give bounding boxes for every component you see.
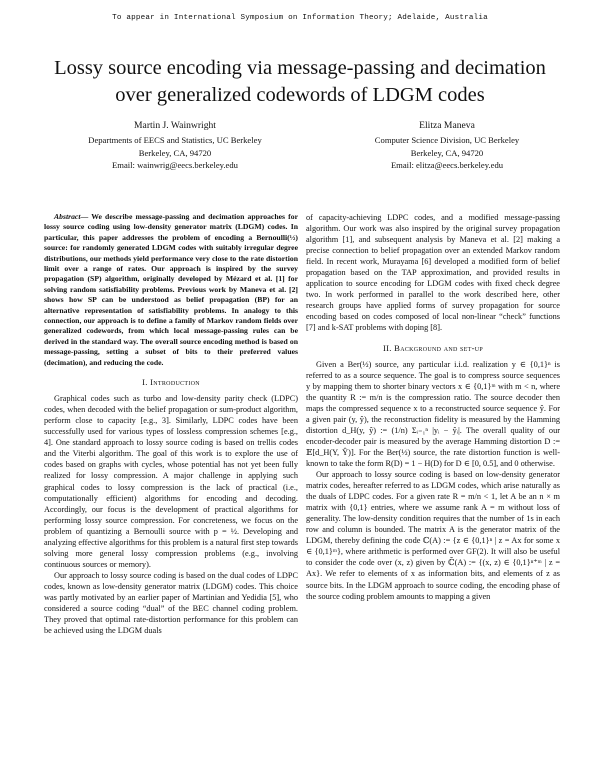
author-email: Email: elitza@eecs.berkeley.edu: [390, 159, 504, 170]
title-line-1: Lossy source encoding via message-passing and decimation: [54, 57, 546, 79]
left-column: [44, 212, 298, 636]
intro-paragraph-2: Our approach to lossy source coding is based on the dual codes of LDPC codes, known as low-density generator matrix (LDGM) codes. This choice was partly motivated by an earlier paper of Martinian and Yedidia [5], who considered a source coding “dual” of the BEC channel coding problem. They proved that optimal rate-distortion performance for this problem can be achieved using the LDGM duals: [44, 570, 298, 636]
author-block: [40, 120, 560, 171]
section-heading-introduction: I. Introduction: [142, 377, 200, 388]
paper-title: [30, 55, 570, 109]
abstract-lead: Abstract: [54, 212, 81, 221]
conference-note: To appear in International Symposium on Information Theory; Adelaide, Australia: [112, 14, 488, 22]
right-column: [306, 212, 560, 602]
author-name: Martin J. Wainwright: [134, 120, 216, 131]
author-location: Berkeley, CA, 94720: [410, 147, 484, 158]
title-line-2: over generalized codewords of LDGM codes: [115, 84, 485, 106]
section-heading-background: II. Background and set-up: [382, 342, 484, 353]
abstract-text: — We describe message-passing and decimation approaches for lossy source coding using low-density generator matrix (LDGM) codes. In particular, this paper addresses the problem of encoding a Bernoulli(½) source: for randomly generated LDGM codes with suitably irregular degree distributions, our methods yield performance very close to the rate distortion limit over a range of rates. Our approach is inspired by the survey propagation (SP) algorithm, originally developed by Mézard et al. [1] for solving random satisfiability problems. Previous work by Maneva et al. [2] shows how SP can be understood as belief propagation (BP) for an alternative representation of satisfiability problems. In analogy to this connection, our approach is to define a family of Markov random fields over generalized codewords, from which local message-passing rules can be derived in the standard way. The overall source encoding method is based on message-passing, setting a subset of bits to their preferred values (decimation), and reducing the code.: [44, 212, 298, 367]
abstract: [44, 212, 298, 368]
author-location: Berkeley, CA, 94720: [138, 147, 212, 158]
intro-paragraph-continued: of capacity-achieving LDPC codes, and a modified message-passing algorithm. Our work was also inspired by the original survey propagation algorithm [1], and subsequent analysis by Maneva et al. [2] making a precise connection to belief propagation over an extended Markov random field. In recent work, Murayama [6] developed a modified form of belief propagation based on the TAP approximation, and provided results in application to source encoding for LDGM codes with fixed check degree two. In work performed in parallel to the work described here, other research groups have applied forms of survey propagation for source encoding based on codes composed of local non-linear “check” functions [7] and k-SAT problems with doping [8].: [306, 213, 560, 333]
author-email: Email: wainwrig@eecs.berkeley.edu: [112, 159, 238, 170]
author-2: [342, 120, 552, 171]
author-affiliation: Departments of EECS and Statistics, UC Berkeley: [88, 135, 262, 146]
background-paragraph-1: Given a Ber(½) source, any particular i.i.d. realization y ∈ {0,1}ⁿ is referred to as a source sequence. The goal is to compress source sequences y by mapping them to shorter binary vectors x ∈ {0,1}ᵐ with m < n, where the quantity R := m/n is the compression ratio. The source decoder then maps the compressed sequence x to a reconstructed source sequence ŷ. For a given pair (y, ŷ), the reconstruction fidelity is measured by the Hamming distortion d_H(y, ŷ) := (1/n) Σᵢ₌₁ⁿ |yᵢ − ŷᵢ|. The overall quality of our encoder-decoder pair is measured by the average Hamming distortion D := 𝔼[d_H(Y, Ŷ)]. For the Ber(½) source, the rate distortion function is well-known to take the form R(D) = 1 − H(D) for D ∈ [0, 0.5], and 0 otherwise.: [306, 359, 560, 468]
author-1: [40, 120, 310, 171]
intro-paragraph-1: Graphical codes such as turbo and low-density parity check (LDPC) codes, when decoded with the belief propagation or sum-product algorithm, perform close to capacity [e.g., 3]. Similarly, LDPC codes have been successfully used for various types of lossless compression schemes [e.g., 4]. One standard approach to lossy source coding is based on trellis codes and the Viterbi algorithm. The goal of this work is to explore the use of codes based on graphs with cycles, whose potential has not yet been fully realized for lossy compression. A major challenge in applying such graphical codes to lossy compression is the lack of practical (i.e., computationally efficient) algorithms for encoding and decoding. Accordingly, our focus is the development of practical algorithms for performing lossy source compression. For concreteness, we focus on the problem of quantizing a Bernoulli source with p = ½. Developing and analyzing effective algorithms for this problem is a natural first step towards solving more general lossy compression problems (e.g., involving continuous sources or memory).: [44, 394, 298, 569]
author-name: Elitza Maneva: [419, 120, 475, 131]
background-paragraph-2: Our approach to lossy source coding is based on low-density generator matrix codes, hereafter referred to as LDGM codes, which arise naturally as the duals of LDPC codes. For a given rate R = m/n < 1, let A be an n × m matrix with {0,1} entries, where we assume rank A = m without loss of generality. The low-density condition requires that the number of 1s in each row and column is bounded. The matrix A is the generator matrix of the LDGM, thereby defining the code ℂ(A) := {z ∈ {0,1}ⁿ | z = Ax for some x ∈ {0,1}ᵐ}, where arithmetic is performed over GF(2). It will also be useful to consider the code over (x, z) given by ℂ̄(A) := {(x, z) ∈ {0,1}ⁿ⁺ᵐ | z = Ax}. We refer to elements of x as information bits, and elements of z as source bits. In the LDGM approach to source coding, the encoding phase of the source coding problem amounts to mapping a given: [306, 470, 560, 601]
author-affiliation: Computer Science Division, UC Berkeley: [374, 135, 520, 146]
